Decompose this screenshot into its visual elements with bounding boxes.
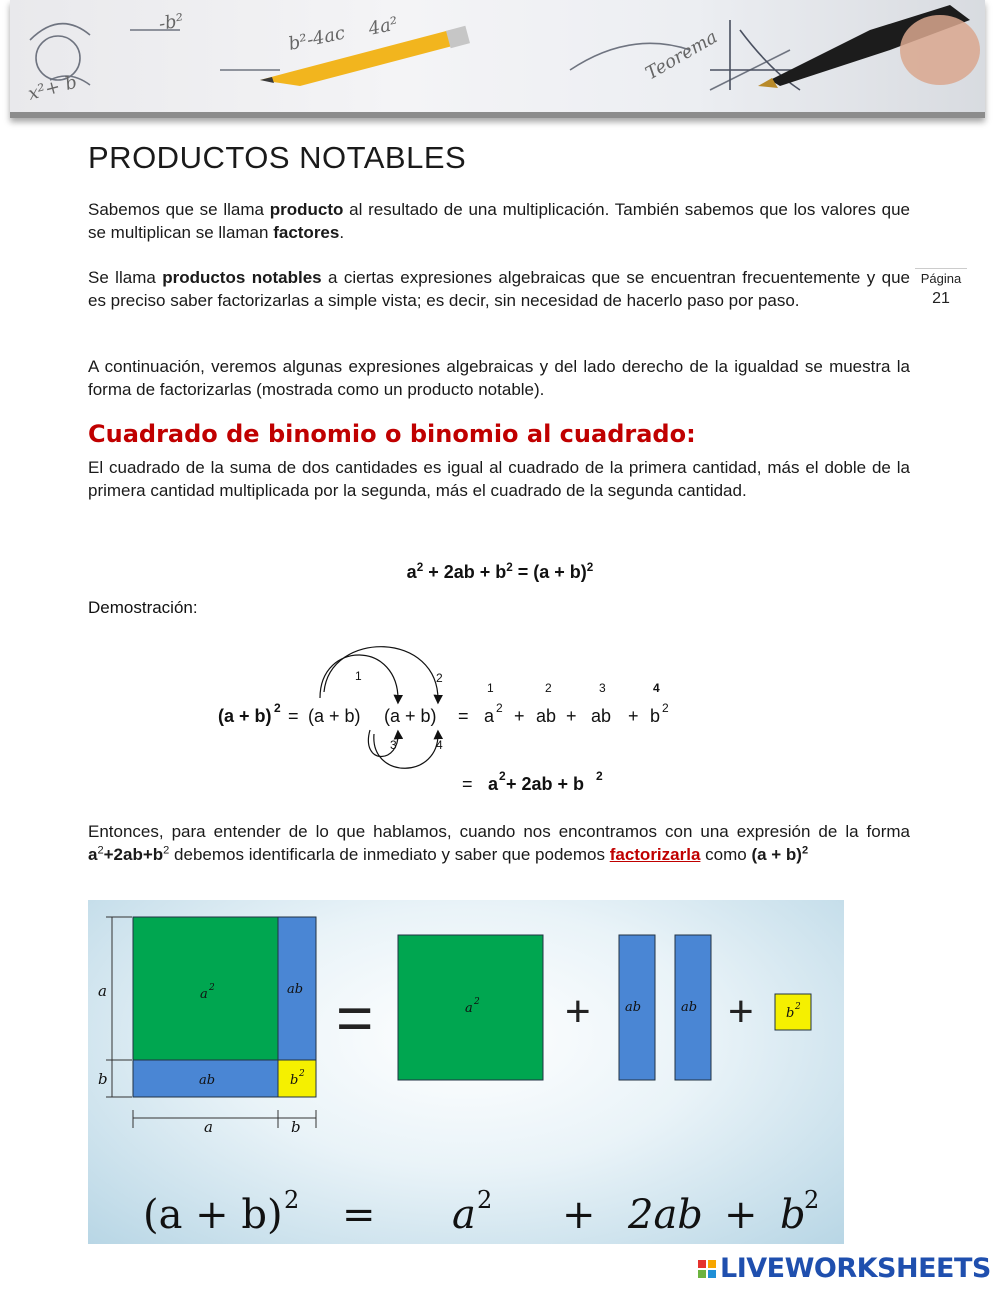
demo-plus: +	[628, 706, 639, 726]
formula-exp: 2	[586, 561, 594, 574]
svg-text:Teorema: Teorema	[642, 26, 722, 85]
label-a2: a	[200, 987, 208, 1002]
bold-term: a	[88, 844, 98, 864]
factorizarla-link[interactable]: factorizarla	[609, 844, 701, 864]
label-b2: b	[290, 1073, 299, 1088]
liveworksheets-mark-icon	[698, 1260, 716, 1278]
formula-exp: 2	[416, 561, 424, 574]
plus-sign: +	[728, 987, 754, 1036]
intro-paragraph	[88, 199, 910, 244]
side-label-b: b	[98, 1070, 108, 1088]
pen-icon	[758, 5, 980, 88]
demo-equals-2: =	[458, 706, 469, 726]
bottom-plus: +	[562, 1192, 596, 1238]
label-a2-exp-right: 2	[474, 997, 480, 1007]
definition-paragraph	[88, 267, 910, 312]
text-run: debemos identificarla de inmediato y saber que podemos	[169, 844, 610, 864]
liveworksheets-logo[interactable]	[698, 1253, 991, 1284]
formula-part: a	[406, 562, 417, 582]
demo-plus: +	[514, 706, 525, 726]
result-equals: =	[462, 774, 473, 794]
bold-term: +2ab+b	[103, 844, 164, 864]
text-run: .	[339, 222, 345, 242]
text-run: al resultado de una multiplicación. También sabemos que los valores que se multiplican se llaman	[88, 200, 910, 242]
label-ab-right-1: ab	[625, 1000, 642, 1015]
demonstration-diagram	[200, 640, 700, 800]
label-b2-right: b	[786, 1006, 795, 1021]
svg-text:x²+ b: x²+ b	[25, 71, 80, 105]
text-run: como	[700, 844, 752, 864]
text-run: a ciertas expresiones algebraicas que se encuentran frecuentemente y que es preciso saber factorizarlas a simple vista; es decir, sin necesidad de hacerlo paso por paso.	[88, 268, 910, 310]
label-b2-exp-right: 2	[795, 1002, 801, 1012]
result-mid: + 2ab + b	[506, 774, 585, 794]
demo-lhs-exp: 2	[274, 701, 281, 715]
demo-term-a2: a	[484, 706, 495, 726]
result-b-exp: 2	[596, 769, 603, 783]
term-index-4: 4	[653, 681, 660, 695]
label-ab-right-2: ab	[681, 1000, 698, 1015]
demo-term-ab-2: ab	[591, 706, 612, 726]
svg-text:4a²: 4a²	[366, 13, 400, 40]
text-run: Sabemos que se llama	[88, 200, 270, 219]
demo-plus: +	[566, 706, 577, 726]
bottom-lhs: (a + b)	[143, 1192, 283, 1238]
page-title: PRODUCTOS NOTABLES	[88, 140, 467, 175]
label-a2-exp: 2	[209, 983, 215, 993]
demo-term-b2-exp: 2	[662, 701, 669, 715]
text-run: Se llama	[88, 268, 163, 287]
rule-paragraph: El cuadrado de la suma de dos cantidades es igual al cuadrado de la primera cantidad, más el doble de la primera cantidad multiplicada por la segunda, más el cuadrado de la segunda cantidad.	[88, 458, 910, 500]
term-index-2: 2	[545, 681, 552, 695]
bottom-a: a	[452, 1192, 476, 1238]
demo-term-ab-1: ab	[536, 706, 557, 726]
side-label-a: a	[98, 982, 107, 1000]
demo-factor-1: (a + b)	[308, 706, 361, 726]
page-number: 21	[932, 290, 950, 307]
demo-equals: =	[288, 706, 299, 726]
formula-exp: 2	[506, 561, 513, 574]
bold-term: producto	[269, 200, 344, 219]
bottom-b: b	[780, 1192, 806, 1238]
svg-text:-b²: -b²	[157, 9, 186, 35]
main-formula	[0, 562, 1000, 583]
result-a: a	[488, 774, 499, 794]
result-a-exp: 2	[499, 769, 506, 783]
bottom-b-exp: 2	[804, 1186, 820, 1214]
arrow-label-2: 2	[436, 671, 443, 685]
demo-lhs: (a + b)	[218, 706, 272, 726]
arrow-label-3: 3	[390, 738, 397, 752]
demo-factor-2: (a + b)	[384, 706, 437, 726]
demo-term-b2: b	[650, 706, 661, 726]
bold-term: productos notables	[162, 268, 322, 287]
continuation-paragraph: A continuación, veremos algunas expresiones algebraicas y del lado derecho de la igualdad se muestra la forma de factorizarlas (mostrada como un producto notable).	[88, 357, 910, 399]
exp: 2	[163, 843, 170, 856]
page-number-label	[915, 268, 967, 309]
section-title: Cuadrado de binomio o binomio al cuadrado:	[88, 420, 696, 448]
svg-text:b²-4ac: b²-4ac	[286, 22, 347, 55]
text-run: Entonces, para entender de lo que hablamos, cuando nos encontramos con una expresión de la forma	[88, 822, 910, 841]
bottom-2ab: 2ab	[628, 1192, 703, 1238]
arrow-2	[324, 647, 438, 702]
conclusion-paragraph	[88, 821, 910, 866]
bottom-equals: =	[342, 1192, 376, 1238]
exp: 2	[97, 843, 104, 856]
plus-sign: +	[565, 987, 591, 1036]
banner-graphic	[10, 0, 985, 112]
arrow-4	[374, 732, 438, 768]
bottom-lhs-exp: 2	[284, 1186, 300, 1214]
bold-term: factores	[273, 222, 340, 242]
bottom-label-a: a	[204, 1118, 213, 1136]
page-label-text: Página	[920, 271, 962, 286]
label-a2-right: a	[465, 1001, 473, 1016]
arrow-label-4: 4	[436, 738, 443, 752]
term-index-1: 1	[487, 681, 494, 695]
formula-part: = (a + b)	[512, 562, 587, 582]
label-ab-h: ab	[199, 1073, 216, 1088]
equals-sign: =	[336, 982, 374, 1054]
header-banner	[10, 0, 985, 118]
bold-term: (a + b)	[751, 844, 802, 864]
label-ab-v: ab	[287, 982, 304, 997]
label-b2-exp: 2	[299, 1069, 305, 1079]
geometric-proof-graphic	[88, 900, 844, 1244]
demo-term-a2-exp: 2	[496, 701, 503, 715]
liveworksheets-wordmark: LIVEWORKSHEETS	[720, 1253, 991, 1284]
bottom-a-exp: 2	[477, 1186, 493, 1214]
bottom-label-b: b	[291, 1118, 301, 1136]
formula-part: + 2ab + b	[423, 562, 507, 582]
arrow-label-1: 1	[355, 669, 362, 683]
exp: 2	[801, 843, 809, 856]
bottom-plus: +	[724, 1192, 758, 1238]
geometric-proof-image	[88, 900, 844, 1244]
demo-label: Demostración:	[88, 598, 198, 617]
term-index-3: 3	[599, 681, 606, 695]
